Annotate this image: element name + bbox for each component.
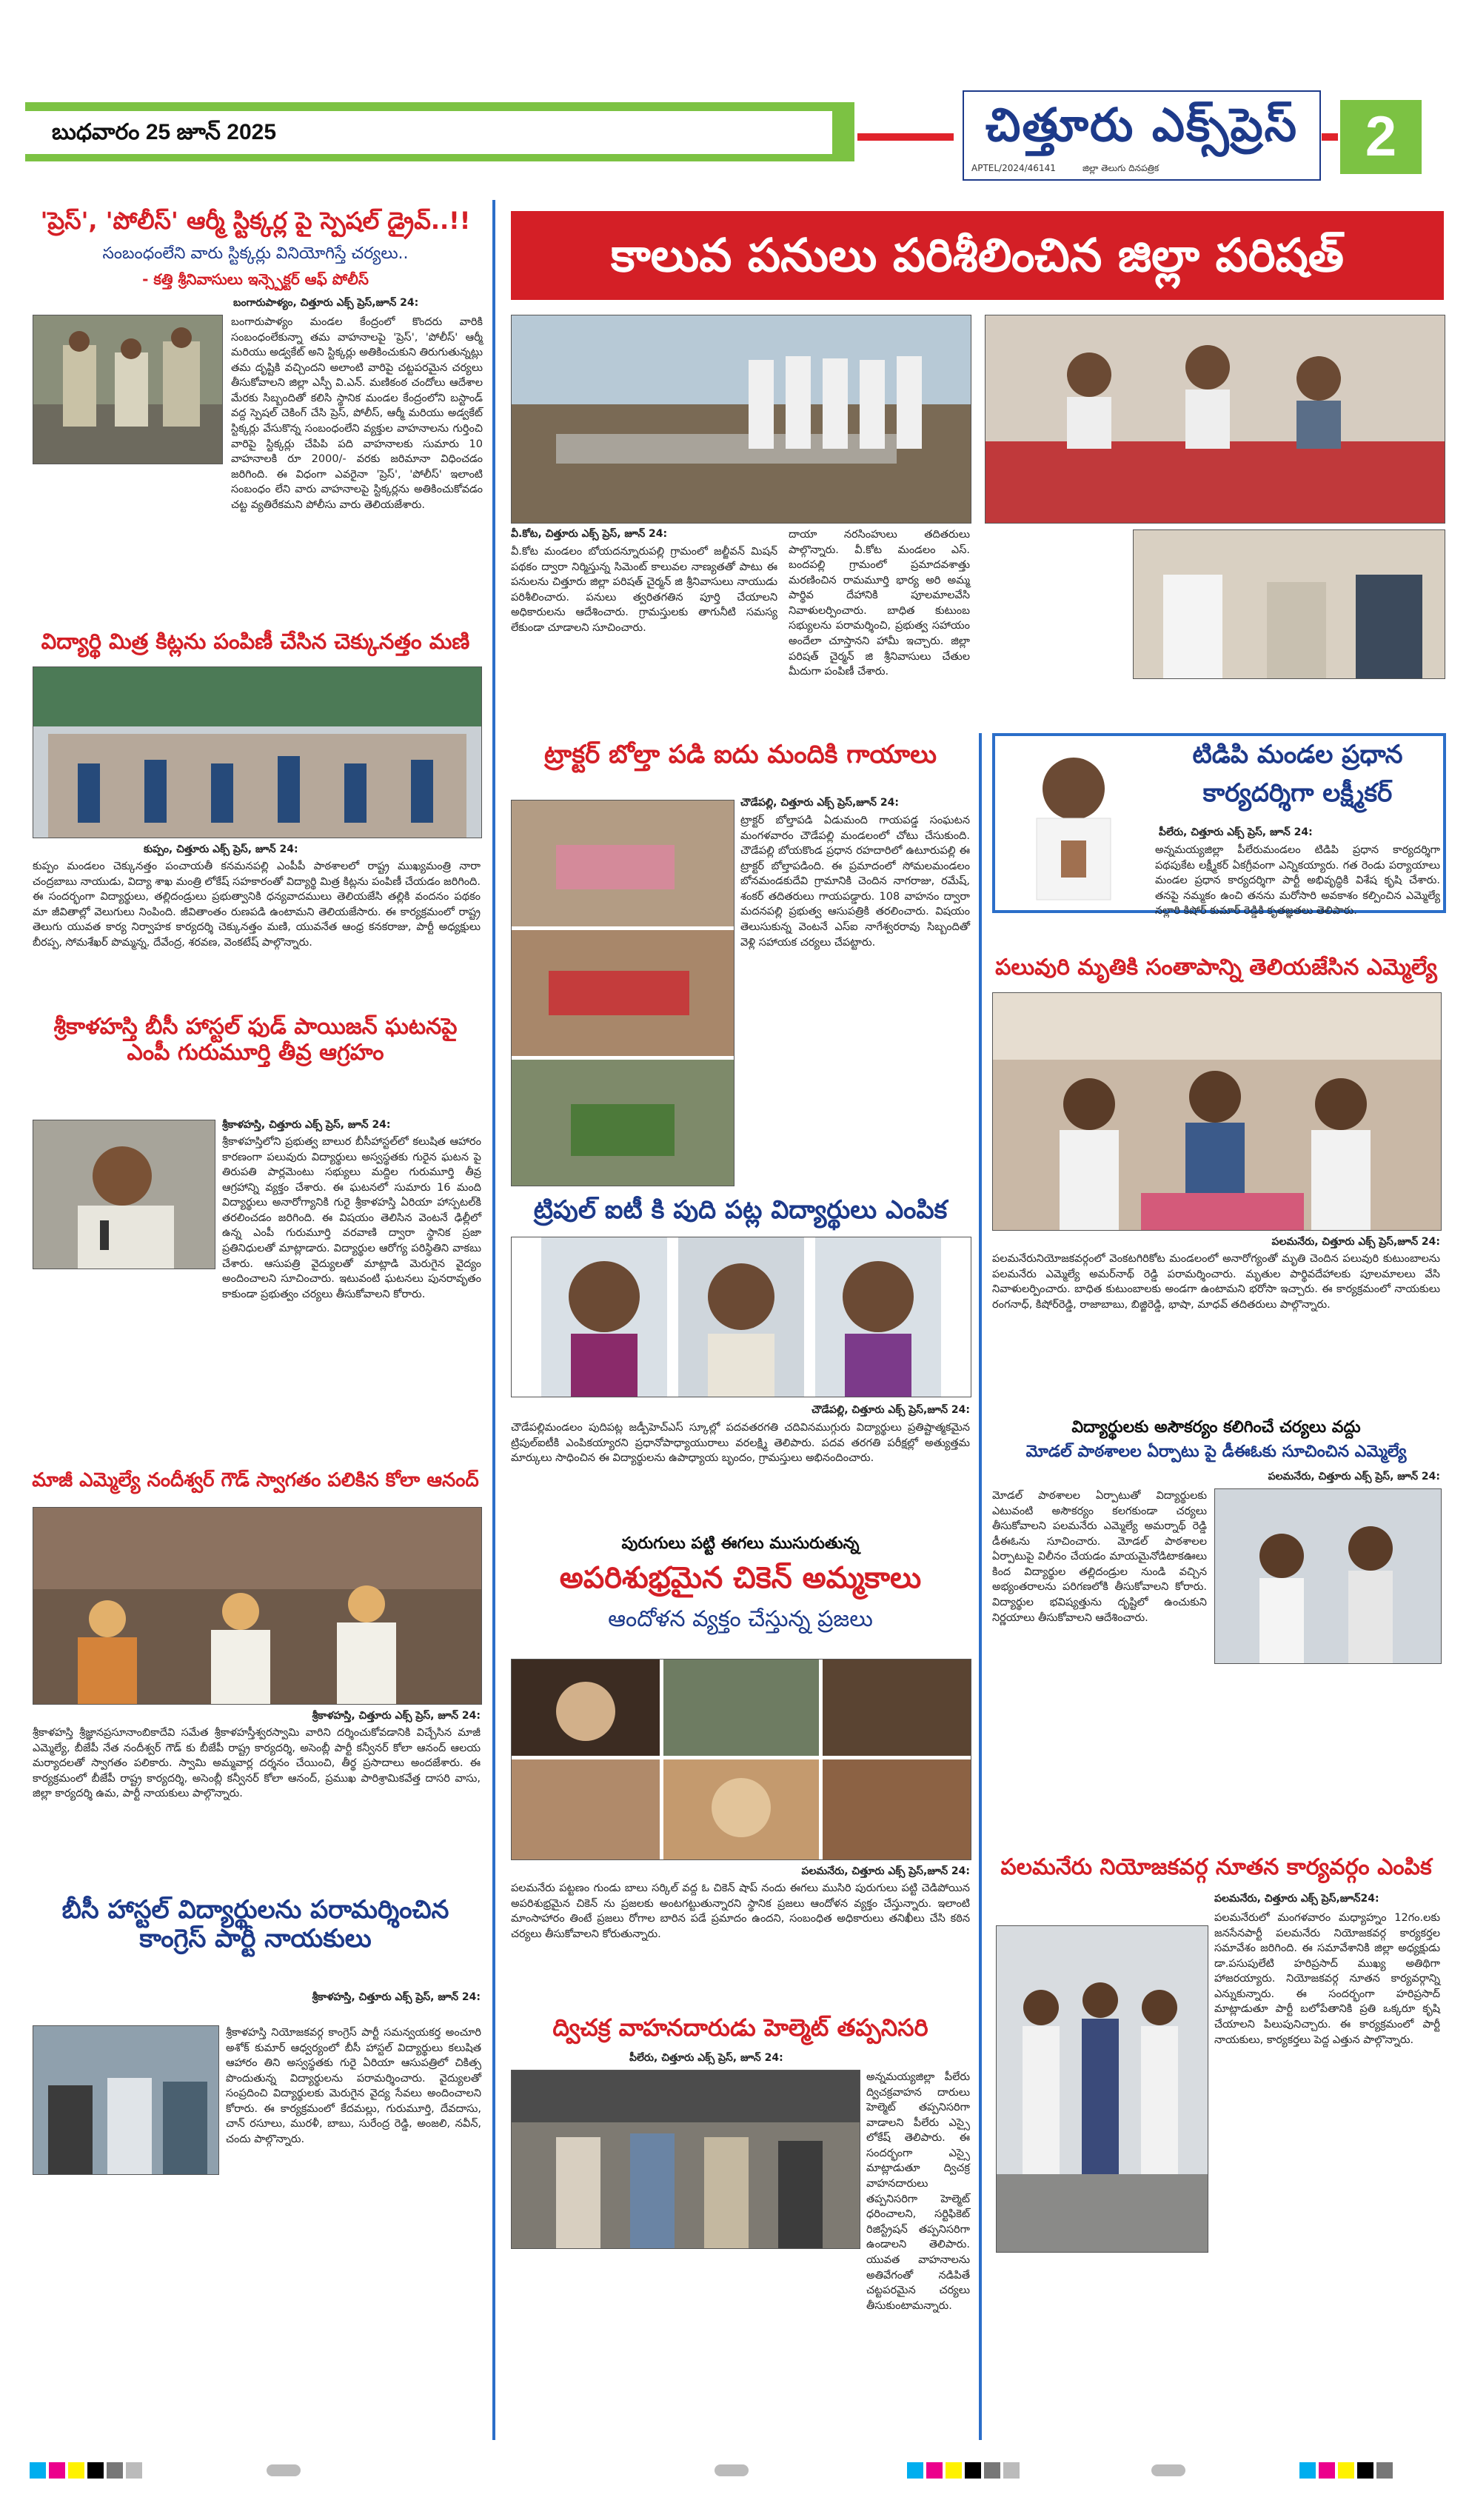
schools-photo	[1214, 1488, 1442, 1664]
congress-headline: బీసీ హాస్టల్ విద్యార్థులను పరామర్శించిన కాంగ్రెస్ పార్టీ నాయకులు	[61, 1895, 449, 1954]
schools-body: మోడల్ పాఠశాలల ఏర్పాటుతో విద్యార్థులకు ఎటువంటి అసౌకర్యం కలగకుండా చర్యలు తీసుకోవాలని పలమనేరు ఎమ్మెల్యే అమర్నాథ్ రెడ్డి డీఈఓను సూచించారు. మోడల్ పాఠశాలల ఏర్పాటుపై విలీనం చేయడం మాయమైనోడిటాకఊలు కింద విద్యార్థుల తల్లిదండ్రుల నుండి వచ్చిన అభ్యంతరాలను పరిగణలోకి తీసుకోవాలని కోరారు. విద్యార్థుల భవిష్యత్తును దృష్టిలో ఉంచుకుని నిర్ణయాలు తీసుకోవాలని ఆదేశించారు.	[992, 1490, 1207, 1624]
triple-it-headline: ట్రిపుల్ ఐటీ కి పుది పట్ల విద్యార్థులు ఎంపిక	[533, 1195, 948, 1225]
tdp-headline-2: కార్యదర్శిగా లక్ష్మీకర్	[1202, 778, 1393, 808]
color-registration-center	[907, 2462, 1023, 2479]
page-number: 2	[1340, 100, 1422, 174]
chicken-photos	[511, 1659, 971, 1860]
stickers-body: బంగారుపాళ్యం మండల కేంద్రంలో కొందరు వారికి సంబంధంలేకున్నా తమ వాహనాలపై 'ప్రెస్', 'పోలీస్' ఆర్మీ మరియు అడ్వకేట్ అని స్టిక్కర్లు అతికించుకుని తిరుగుతున్నట్లు తమ దృష్టికి వచ్చిందని అలాంటి వారిపై చట్టపరమైన చర్యలు తీసుకోవాలని జిల్లా ఎస్పీ వి.ఎన్. మణికంఠ చందోలు ఆదేశాల మేరకు సిబ్బందితో కలిసి స్థానిక మండల కేంద్రంలోని బస్టాండ్ వద్ద స్పెషల్ చెకింగ్ చేసి ప్రెస్, పోలీస్, ఆర్మీ మరియు అడ్వకేట్ స్టిక్కర్లు వేసుకొన్న సంబంధంలేని వ్యక్తుల వాహనాలను గుర్తించి వారిపై స్టిక్కర్లు చేపిపి పది వాహనాలకు సుమారు 10 వాహనాలకి రూ 2000/- వరకు జరిమానా విధించడం జరిగింది. ఈ విధంగా ఎవరైనా 'ప్రెస్', 'పోలీస్' ఇలాంటి సంబంధం లేని వారు వాహనాలపై స్టిక్కర్లను అతికించుకోవడం చట్ట వ్యతిరేకమని పోలీసు వారు తెలియజేశారు.	[231, 316, 483, 511]
hostel-headline: శ్రీకాళహస్తి బీసీ హాస్టల్ ఫుడ్ పాయిజన్ ఘటనపై ఎంపీ గురుమూర్తి తీవ్ర ఆగ్రహం	[53, 1014, 458, 1066]
nandishwar-dateline: శ్రీకాళహస్తి, చిత్తూరు ఎక్స్ ప్రెస్, జూన్ 24:	[312, 1710, 481, 1722]
masthead-reg: APTEL/2024/46141	[971, 163, 1056, 173]
vidyarthi-photo	[33, 666, 482, 838]
tdp-headline-1: టిడిపి మండల ప్రధాన	[1192, 740, 1403, 769]
column-rule-left	[492, 200, 495, 2440]
triple-it-body: చౌడేపల్లిమండలం పుదిపట్ల జడ్పీహెచ్ఎస్ స్కూల్లో పదవతరగతి చదివినముగ్గురు విద్యార్థులు ప్రతిష్టాత్మకమైన ట్రిపుల్ఐటీకి ఎంపికయ్యారని ప్రధానోపాధ్యాయురాలు వరలక్ష్మి తెలిపారు. పదవ తరగతి పరీక్షల్లో అత్యుత్తమ మార్కులు సాధించిన ఈ విద్యార్థులను ఉపాధ్యాయ బృందం, గ్రామస్తులు అభినందించారు.	[511, 1422, 970, 1465]
nandishwar-body: శ్రీకాళహస్తి శ్రీజ్ఞానప్రసూనాంబికాదేవి సమేత శ్రీకాళహస్తీశ్వరస్వామి వారిని దర్శించుకోవడానికి విచ్చేసిన మాజీ ఎమ్మెల్యే, బీజేపీ నేత నందీశ్వర్ గౌడ్ కు బీజేపీ రాష్ట్ర కార్యదర్శి, అసెంబ్లీ పార్టీ కన్వీనర్ కోలా ఆనంద్ ఆలయ మర్యాదలతో స్వాగతం పలికారు. స్వామి అమ్మవార్ల దర్శనం చేయించి, తీర్థ ప్రసాదాలు అందజేశారు. ఈ కార్యక్రమంలో బీజేపీ రాష్ట్ర కార్యదర్శి, అసెంబ్లీ కన్వీనర్ కోలా ఆనంద్, ప్రముఖ పారిశ్రామికవేత్త దాసరి వాసు, జిల్లా కార్యదర్శి ఉమ, పార్టీ నాయకులు పాల్గొన్నారు.	[33, 1727, 481, 1800]
color-registration-left	[30, 2462, 145, 2479]
congress-dateline: శ్రీకాళహస్తి, చిత్తూరు ఎక్స్ ప్రెస్, జూన్ 24:	[312, 1991, 481, 2003]
triple-it-dateline: చౌడేపల్లి, చిత్తూరు ఎక్స్ ప్రెస్,జూన్ 24:	[812, 1404, 970, 1416]
chicken-dateline: పలమనేరు, చిత్తూరు ఎక్స్ ప్రెస్,జూన్ 24:	[801, 1865, 970, 1877]
masthead-title: చిత్తూరు ఎక్స్‌ప్రెస్	[985, 98, 1299, 152]
new-committee-body-continued	[992, 2255, 1440, 2433]
new-committee-photo	[996, 1925, 1208, 2253]
header-red-rule-right	[1322, 133, 1338, 141]
stickers-subhead: సంబంధంలేని వారు స్టిక్కర్లు వినియోగిస్తే చర్యలు..	[102, 244, 409, 263]
schools-headline-2: మోడల్ పాఠశాలల ఏర్పాటు పై డీఈఓకు సూచించిన ఎమ్మెల్యే	[1025, 1443, 1407, 1461]
chicken-headline: అపరిశుభ్రమైన చికెన్ అమ్మకాలు	[559, 1561, 922, 1595]
masthead-tagline: జిల్లా తెలుగు దినపత్రిక	[1082, 163, 1160, 173]
schools-headline-1: విద్యార్థులకు అసౌకర్యం కలిగించే చర్యలు వద్దు	[1071, 1418, 1361, 1437]
helmet-photo	[511, 2070, 860, 2249]
schools-body-continued	[992, 1670, 1440, 1855]
tractor-photos	[511, 800, 734, 1186]
chicken-body: పలమనేరు పట్టణం గుండు బాలు సర్కిల్ వద్ద ఓ చికెన్ షాప్ నందు ఈగలు ముసిరి పురుగులు పట్టి చెడిపోయిన అపరిశుభ్రమైన చికెన్ ను ప్రజలకు అంటగట్టుతున్నారని స్థానిక ప్రజలు ఆందోళన వ్యక్తం చేస్తున్నారు. ఇలాంటి మాంసాహారం తింటే ప్రజలు రోగాల బారిన పడే ప్రమాదం ఉందని, సంబంధిత అధికారులు తనిఖీలు చేసి కఠిన చర్యలు తీసుకోవాలని కోరుతున్నారు.	[511, 1882, 970, 1940]
mla-condolence-body: పలమనేరునియోజకవర్గంలో వెంకటగిరికోట మండలంలో అనారోగ్యంతో మృతి చెందిన పలువురి కుటుంబాలను పలమనేరు ఎమ్మెల్యే అమర్‌నాథ్ రెడ్డి పరామర్శించారు. మృతుల పార్థివదేహాలకు పూలమాలలు వేసి నివాళులర్పించారు. బాధిత కుటుంబాలకు అండగా ఉంటామని భరోసా ఇచ్చారు. ఈ కార్యక్రమంలో నాయకులు రంగనాధ్, కిషోర్‌రెడ్డి, రాజాబాబు, బిజ్జిరెడ్డి, భాషా, మాధవ్ తదితరులు పాల్గొన్నారు.	[992, 1253, 1440, 1311]
canal-photo-3	[1133, 529, 1445, 679]
helmet-dateline: పీలేరు, చిత్తూరు ఎక్స్ ప్రెస్, జూన్ 24:	[629, 2052, 783, 2064]
stickers-byline: - కత్తి శ్రీనివాసులు ఇన్స్పెక్టర్ ఆఫ్ పోలీస్	[142, 270, 369, 288]
mla-condolence-headline: పలువురి మృతికి సంతాపాన్ని తెలియజేసిన ఎమ్మెల్యే	[995, 955, 1437, 980]
hostel-dateline: శ్రీకాళహస్తి, చిత్తూరు ఎక్స్ ప్రెస్, జూన్ 24:	[222, 1119, 391, 1131]
new-committee-dateline: పలమనేరు, చిత్తూరు ఎక్స్ ప్రెస్,జూన్24:	[1214, 1893, 1379, 1905]
canal-dateline: వీ.కోట, చిత్తూరు ఎక్స్ ప్రెస్, జూన్ 24:	[511, 528, 668, 540]
stickers-photo	[33, 315, 223, 464]
canal-photo-1	[511, 315, 971, 524]
triple-it-photos	[511, 1237, 971, 1397]
hostel-photo	[33, 1120, 215, 1269]
main-banner-headline: కాలువ పనులు పరిశీలించిన జిల్లా పరిషత్	[511, 211, 1444, 300]
new-committee-body: పలమనేరులో మంగళవారం మధ్యాహ్నం 12గం.లకు జనసేనపార్టీ పలమనేరు నియోజకవర్గ కార్యకర్తల సమావేశం జరిగింది. ఈ సమావేశానికి జిల్లా అధ్యక్షుడు డా.పసుపులేటి హరిప్రసాద్ ముఖ్య అతిథిగా హాజరయ్యారు. నియోజకవర్గ నూతన కార్యవర్గాన్ని ఎన్నుకున్నారు. ఈ సందర్భంగా హరిప్రసాద్ మాట్లాడుతూ పార్టీ బలోపేతానికి ప్రతి ఒక్కరూ కృషి చేయాలని పిలుపునిచ్చారు. ఈ కార్యక్రమంలో పార్టీ నాయకులు, కార్యకర్తలు పెద్ద ఎత్తున పాల్గొన్నారు.	[1214, 1912, 1440, 2046]
nandishwar-photo	[33, 1507, 482, 1705]
chicken-kicker: పురుగులు పట్టి ఈగలు ముసురుతున్న	[621, 1534, 860, 1553]
tractor-body: ట్రాక్టర్ బోల్తాపడి ఏడుమంది గాయపడ్డ సంఘటన మంగళవారం చౌడేపల్లి మండలంలో చోటు చేసుకుంది. చౌడేపల్లి బోయకొండ ప్రధాన రహదారిలో ఉటూరుపల్లి ఈ ట్రాక్టర్ బోల్తాపడింది. ఈ ప్రమాదంలో సోమలమండలం బోనమండకుదేవి గ్రామానికి చెందిన నాగరాజు, రమేష్, శంకర్ తదితరులు గాయపడ్డారు. 108 వాహనం ద్వారా మదనపల్లి ప్రభుత్వ ఆసుపత్రికి తరలించారు. విషయం తెలుసుకున్న వెంటనే ఎస్ఐ నాగేశ్వరరావు సిబ్బందితో వెళ్లి సహాయక చర్యలు చేపట్టారు.	[740, 815, 970, 949]
column-rule-right	[979, 733, 982, 2440]
mla-condolence-dateline: పలమనేరు, చిత్తూరు ఎక్స్ ప్రెస్,జూన్ 24:	[1271, 1236, 1440, 1248]
congress-body: శ్రీకాళహస్తి నియోజకవర్గ కాంగ్రెస్ పార్టీ సమన్వయకర్త అంచూరి అశోక్ కుమార్ ఆధ్వర్యంలో బీసీ హాస్టల్ విద్యార్థులు కలుషిత ఆహారం తిని అస్వస్థతకు గురై ఏరియా ఆసుపత్రిలో చికిత్స పొందుతున్న విద్యార్థులను పరామర్శించారు. వైద్యులతో సంప్రదించి విద్యార్థులకు మెరుగైన వైద్య సేవలు అందించాలని కోరారు. ఈ కార్యక్రమంలో కేదమల్లు, గురుమూర్తి, దేవదాసు, చాన్ రసూలు, మురళీ, బాబు, సురేంద్ర రెడ్డి, అంజలి, నవీన్, చందు పాల్గొన్నారు.	[226, 2027, 481, 2146]
stickers-headline: 'ప్రెస్', 'పోలీస్' ఆర్మీ స్టిక్కర్ల పై స్పెషల్ డ్రైవ్..!!	[40, 207, 471, 235]
tractor-headline: ట్రాక్టర్ బోల్తా పడి ఐదు మందికి గాయాలు	[543, 740, 937, 769]
chicken-subhead: ఆందోళన వ్యక్తం చేస్తున్న ప్రజలు	[608, 1606, 873, 1632]
color-registration-right	[1299, 2462, 1396, 2479]
helmet-headline: ద్విచక్ర వాహనదారుడు హెల్మెట్ తప్పనిసరి	[552, 2013, 928, 2042]
vidyarthi-headline: విద్యార్థి మిత్ర కిట్లను పంపిణీ చేసిన చెక్కునత్తం మణి	[41, 629, 470, 654]
header-red-rule-left	[857, 133, 954, 141]
issue-date: బుధవారం 25 జూన్ 2025	[52, 120, 277, 144]
canal-body-2: దాయా నరసింహులు తదితరులు పాల్గొన్నారు. వీ.కోట మండలం ఎస్. బందపల్లి గ్రామంలో ప్రమాదవశాత్తు మరణించిన రామమూర్తి భార్య అరి అమ్మ పార్థివ దేహానికి పూలమాలవేసి నివాళులర్పించారు. బాధిత కుటుంబ సభ్యులను పరామర్శించి, ప్రభుత్వ సహాయం అందేలా చూస్తానని హామీ ఇచ్చారు. జిల్లా పరిషత్ చైర్మన్ జి శ్రీనివాసులు చేతుల మీదుగా పంపిణీ చేశారు.	[789, 529, 970, 678]
congress-photo	[33, 2025, 219, 2175]
nandishwar-headline: మాజీ ఎమ్మెల్యే నందీశ్వర్ గౌడ్ స్వాగతం పలికిన కోలా ఆనంద్	[32, 1469, 479, 1491]
canal-body: వీ.కోట మండలం బోయదన్నూరుపల్లి గ్రామంలో జల్జీవన్ మిషన్ పథకం ద్వారా నిర్మిస్తున్న సిమెంట్ కాలువల నాణ్యతతో పాటు ఈ పనులను చిత్తూరు జిల్లా పరిషత్ చైర్మన్ జి శ్రీనివాసులు నాయుడు పరిశీలించారు. పనులు త్వరితగతిన పూర్తి చేయాలని అధికారులను ఆదేశించారు. గ్రామస్తులకు తాగునీటి సమస్య లేకుండా చూడాలని సూచించారు.	[511, 546, 777, 634]
hostel-body-continued	[33, 1283, 481, 1460]
vidyarthi-body: కుప్పం మండలం చెక్కునత్తం పంచాయతీ కనమనపల్లి ఎంపీపీ పాఠశాలలో రాష్ట్ర ముఖ్యమంత్రి నారా చంద్రబాబు నాయుడు, విద్యా శాఖ మంత్రి లోకేష్ సహకారంతో విద్యార్థి మిత్ర కిట్లను పంపిణీ చేయడం జరిగింది. ఈ సందర్భంగా విద్యార్థులు, తల్లిదండ్రులు ప్రభుత్వానికి ధన్యవాదములు తెలియజేసి తల్లికి వందనం పథకం మా జీవితాల్లో వెలుగులు నింపింది. జీవితాంతం రుణపడి ఉంటామని తెలియజేసారు. ఈ కార్యక్రమంలో రాష్ట్ర తెలుగు యువత కార్య నిర్వాహక కార్యదర్శి చెక్కునత్తం మణి, యువనేత ఆంధ్ర కనకరాజు, పార్టీ అధ్యక్షులు బీరప్ప, సోమశేఖర్ పొమ్మన్న, దేవేంద్ర, శరవణ, వెంకటేష్ పాల్గొన్నారు.	[33, 860, 481, 949]
tdp-body: అన్నమయ్యజిల్లా పీలేరుమండలం టిడిపి ప్రధాన కార్యదర్శిగా పథపుకేట లక్ష్మీకర్ ఏకగ్రీవంగా ఎన్నికయ్యారు. గత రెండు పర్యాయాలు మండల ప్రధాన కార్యదర్శిగా పార్టీ అభివృద్ధికి విశేష కృషి చేశారు. తనపై నమ్మకం ఉంచి తనను మరోసారి అవకాశం కల్పించిన ఎమ్మెల్యే నల్లారి కిషోర్ కుమార్ రెడ్డికి కృతజ్ఞతలు తెలిపారు.	[1155, 844, 1440, 918]
registration-oval-3	[1151, 2464, 1185, 2476]
registration-oval-2	[715, 2464, 749, 2476]
vidyarthi-dateline: కుప్పం, చిత్తూరు ఎక్స్ ప్రెస్, జూన్ 24:	[144, 843, 298, 855]
registration-oval-1	[267, 2464, 301, 2476]
tdp-dateline: పీలేరు, చిత్తూరు ఎక్స్ ప్రెస్, జూన్ 24:	[1159, 826, 1313, 838]
hostel-body: శ్రీకాళహస్తిలోని ప్రభుత్వ బాలుర బీసీహాస్టల్‌లో కలుషిత ఆహారం కారణంగా పలువురు విద్యార్థులు అస్వస్థతకు గురైన ఘటన పై తిరుపతి పార్లమెంటు సభ్యులు మద్దిల గురుమూర్తి తీవ్ర ఆగ్రహాన్ని వ్యక్తం చేశారు. ఈ ఘటనలో సుమారు 16 మంది విద్యార్థులు అనారోగ్యానికి గురై శ్రీకాళహస్తి ఏరియా హాస్పటల్‌కి తరలించడం జరిగింది. ఈ విషయం తెలిసిన వెంటనే ఢిల్లీలో ఉన్న ఎంపీ గురుమూర్తి వరవాణి ద్వారా స్థానిక ప్రజా ప్రతినిధులతో మాట్లాడారు. విద్యార్థుల ఆరోగ్య పరిస్థితిని వాకబు చేశారు. ఆసుపత్రి వైద్యులతో మాట్లాడి మెరుగైన వైద్యం అందించాలని సూచించారు. ఇటువంటి ఘటనలు పునరావృతం కాకుండా ప్రభుత్వం చర్యలు తీసుకోవాలని కోరారు.	[222, 1136, 481, 1300]
mla-condolence-photo	[992, 992, 1442, 1231]
stickers-dateline: బంగారుపాళ్యం, చిత్తూరు ఎక్స్ ప్రెస్,జూన్ 24:	[233, 297, 419, 309]
tractor-dateline: చౌడేపల్లి, చిత్తూరు ఎక్స్ ప్రెస్,జూన్ 24:	[740, 797, 899, 809]
new-committee-headline: పలమనేరు నియోజకవర్గ నూతన కార్యవర్గం ఎంపిక	[1000, 1854, 1432, 1880]
helmet-body: అన్నమయ్యజిల్లా పీలేరు ద్విచక్రవాహన దారులు హెల్మెట్ తప్పనిసరిగా వాడాలని పీలేరు ఎస్సై లోకేష్ తెలిపారు. ఈ సందర్భంగా ఎస్సై మాట్లాడుతూ ద్విచక్ర వాహనదారులు తప్పనిసరిగా హెల్మెట్ ధరించాలని, సర్టిఫికెట్ రిజిస్ట్రేషన్ తప్పనిసరిగా ఉండాలని తెలిపారు. యువత వాహనాలను అతివేగంతో నడిపితే చట్టపరమైన చర్యలు తీసుకుంటామన్నారు.	[866, 2071, 970, 2312]
schools-dateline: పలమనేరు, చిత్తూరు ఎక్స్ ప్రెస్, జూన్ 24:	[1268, 1471, 1440, 1483]
canal-photo-2	[985, 315, 1445, 524]
masthead	[963, 90, 1321, 181]
